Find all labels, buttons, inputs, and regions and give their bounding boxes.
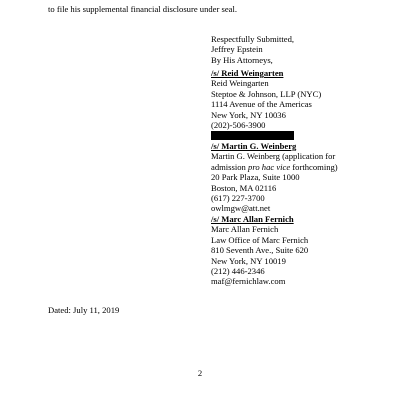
attorney-block-weingarten: [211, 68, 391, 140]
attorney-line: Martin G. Weinberg (application for: [211, 151, 336, 162]
attorney-line: (212) 446-2346: [211, 266, 265, 277]
pro-hac-vice-text: pro hac vice: [248, 161, 291, 172]
signature-weinberg: /s/ Martin G. Weinberg: [211, 141, 297, 151]
attorney-block-weinberg: [211, 141, 391, 214]
attorney-line: (202)-506-3900: [211, 120, 266, 131]
signature-weingarten: /s/ Reid Weingarten: [211, 68, 284, 78]
page-number: 2: [197, 368, 203, 378]
admission-suffix: forthcoming): [290, 161, 338, 172]
attorney-block-fernich: [211, 214, 391, 287]
attorney-line: Reid Weingarten: [211, 78, 269, 89]
attorney-line-admission: [211, 162, 391, 172]
attorney-line: owlmgw@att.net: [211, 203, 271, 214]
attorney-line: (617) 227-3700: [211, 193, 265, 204]
closing-client: Jeffrey Epstein: [211, 44, 263, 55]
attorney-line: 20 Park Plaza, Suite 1000: [211, 172, 300, 183]
attorney-line: Steptoe & Johnson, LLP (NYC): [211, 88, 322, 99]
closing-by-attorneys: By His Attorneys,: [211, 54, 273, 65]
intro-paragraph: to file his supplemental financial disclosure under seal.: [48, 4, 238, 14]
attorney-line: Marc Allan Fernich: [211, 224, 279, 235]
date-line: Dated: July 11, 2019: [48, 305, 120, 315]
attorney-line: 810 Seventh Ave., Suite 620: [211, 245, 309, 256]
attorney-line: Law Office of Marc Fernich: [211, 234, 309, 245]
closing-respectfully: Respectfully Submitted,: [211, 34, 295, 44]
attorney-line: 1114 Avenue of the Americas: [211, 99, 312, 110]
redaction-bar: [211, 131, 294, 140]
attorney-line: maf@fernichlaw.com: [211, 276, 286, 287]
attorney-line: New York, NY 10036: [211, 109, 286, 120]
attorney-line: New York, NY 10019: [211, 255, 286, 266]
signature-fernich: /s/ Marc Allan Fernich: [211, 214, 294, 224]
admission-prefix: admission: [211, 161, 249, 172]
attorney-line: Boston, MA 02116: [211, 182, 277, 193]
closing-block: [211, 34, 391, 65]
